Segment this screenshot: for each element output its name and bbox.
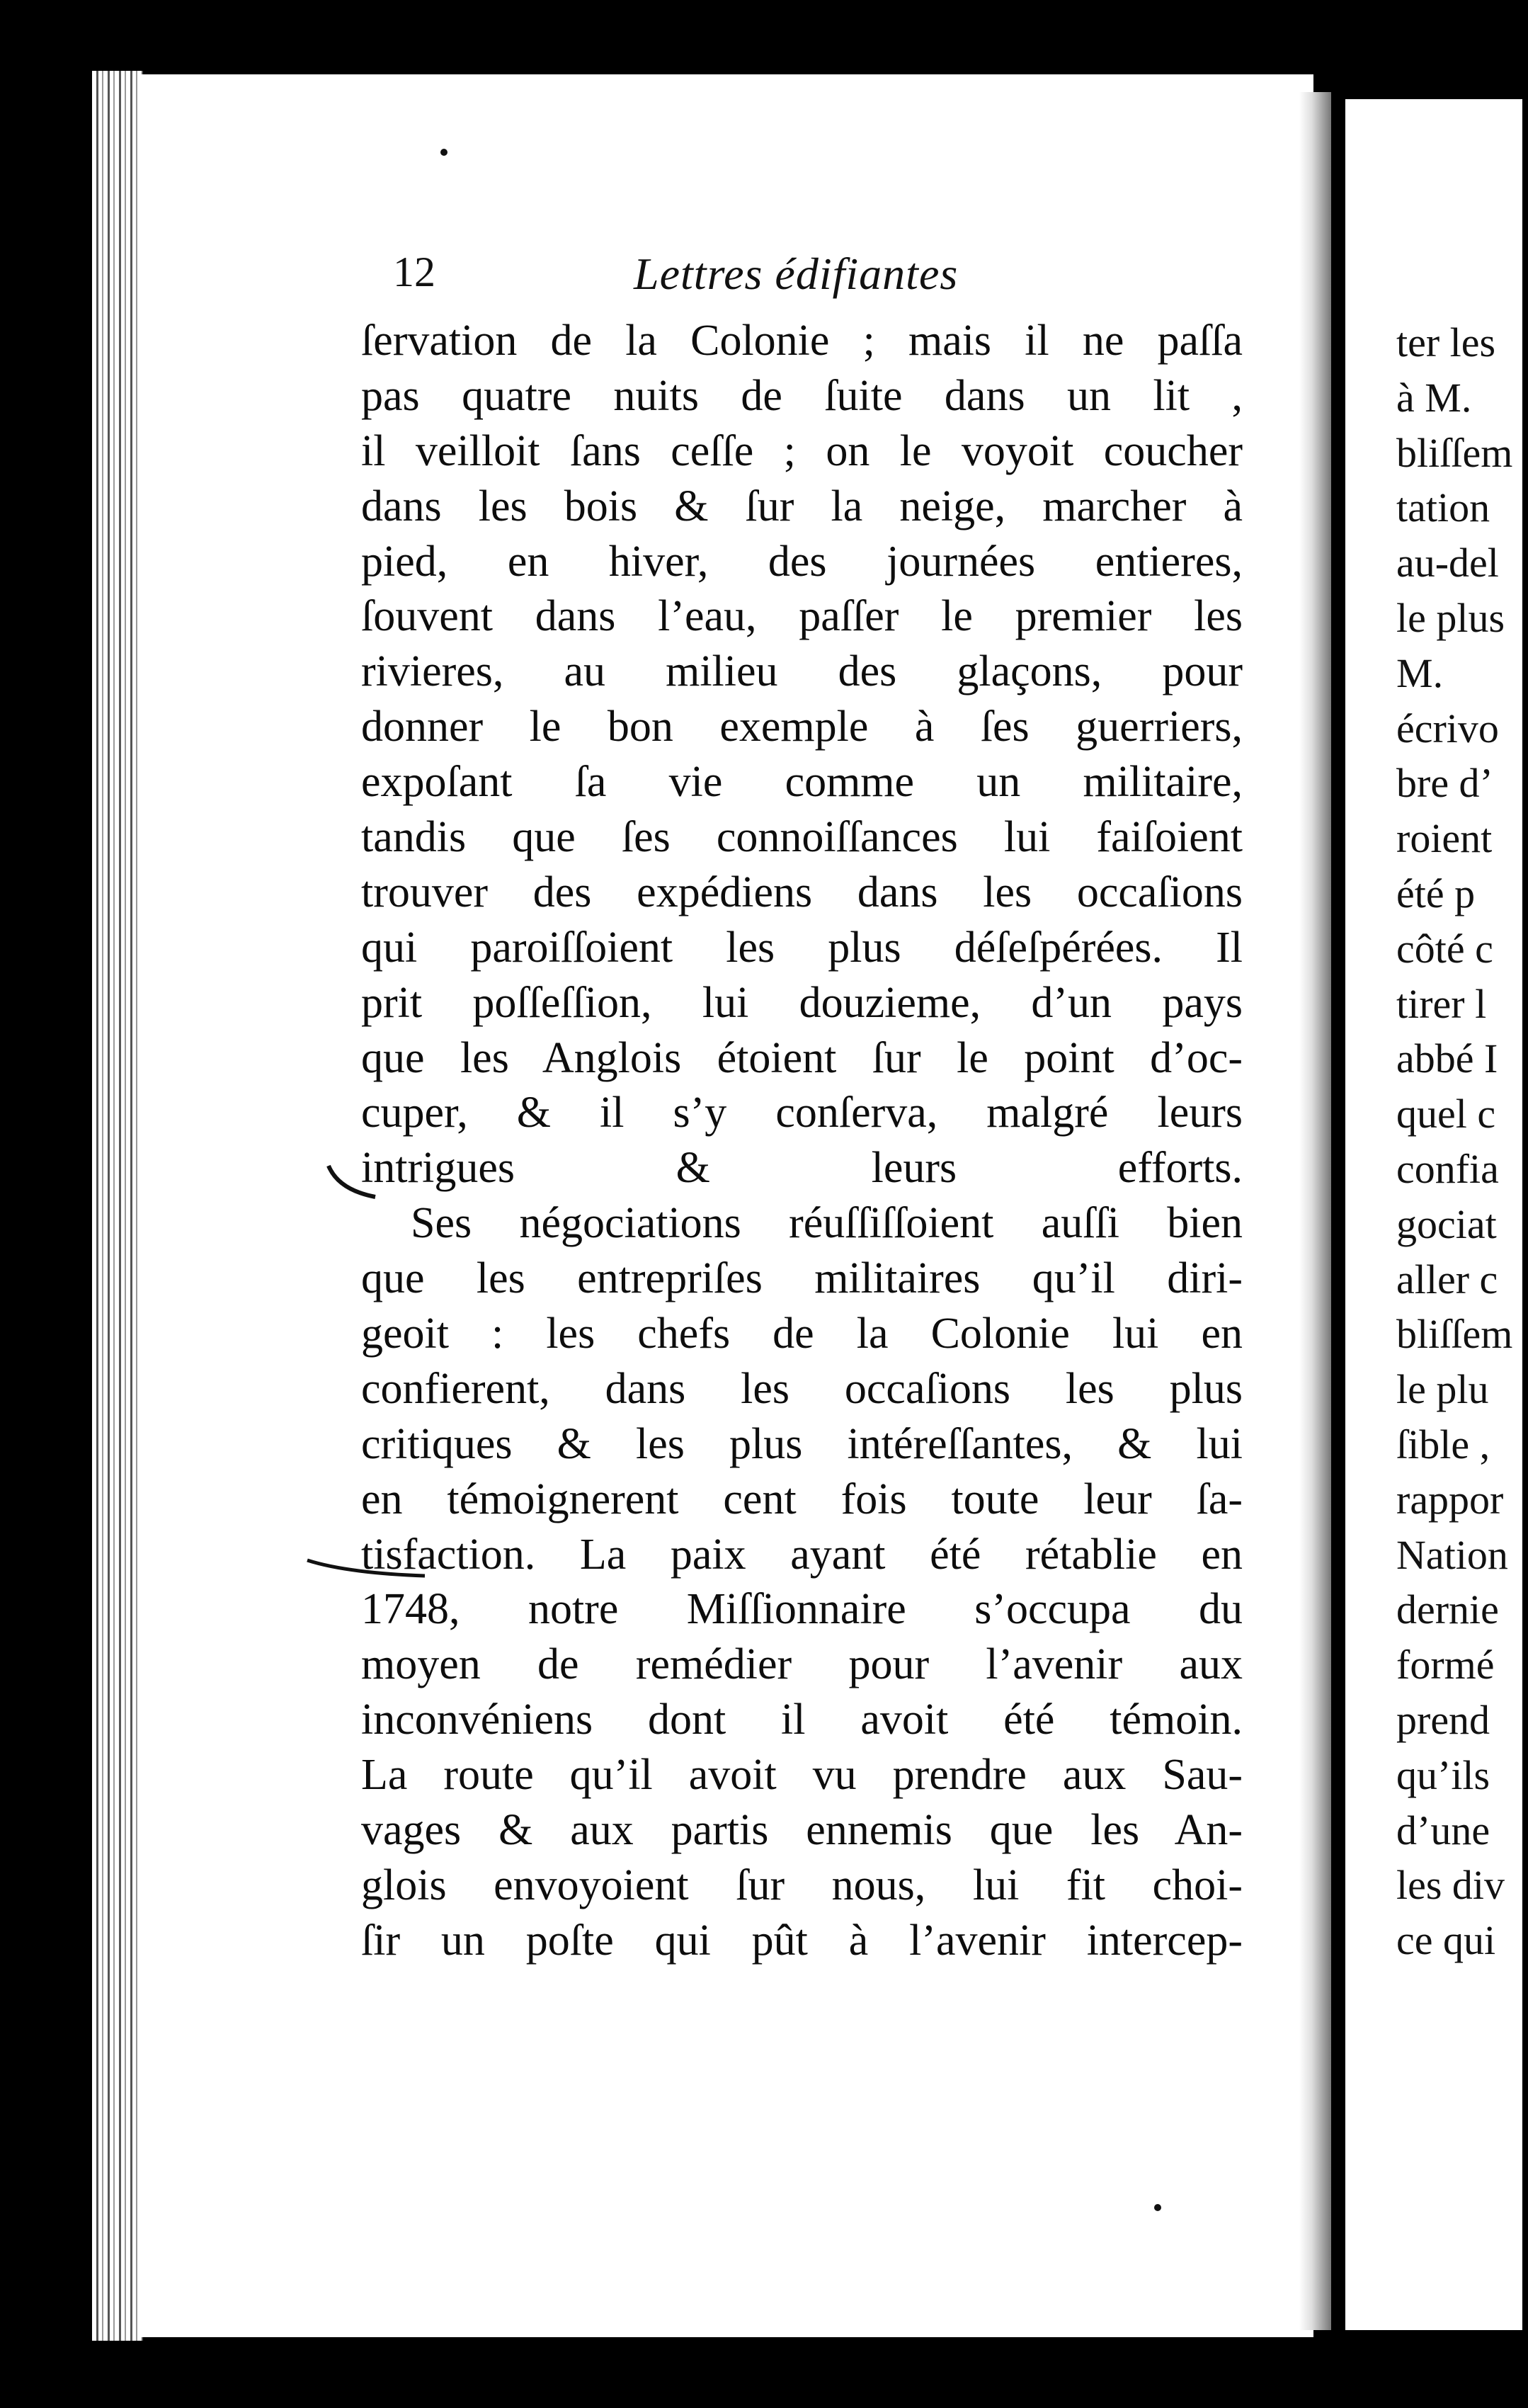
page-number: 12	[393, 249, 435, 295]
facing-text-line: ter les	[1396, 319, 1496, 365]
facing-text-line: Nation	[1396, 1531, 1508, 1578]
page-fold-shadow	[1299, 92, 1331, 2330]
facing-text-line: écrivo	[1396, 705, 1499, 751]
text-line: critiques & les plus intéreſſantes, & lui	[361, 1419, 1243, 1468]
margin-mark-lower	[304, 1555, 432, 1590]
ink-speck-bottom	[1154, 2204, 1161, 2211]
facing-text-line: ce qui	[1396, 1917, 1496, 1964]
text-line: que les Anglois étoient ſur le point d’oc-	[361, 1033, 1243, 1082]
text-line: La route qu’il avoit vu prendre aux Sau-	[361, 1751, 1243, 1800]
text-line: prit poſſeſſion, lui douzieme, d’un pays	[361, 978, 1243, 1027]
text-line: rivieres, au milieu des glaçons, pour	[361, 647, 1243, 696]
facing-text-line: rappor	[1396, 1476, 1504, 1523]
facing-text-line: d’une	[1396, 1807, 1490, 1853]
facing-text-line: prend	[1396, 1696, 1490, 1743]
text-line: trouver des expédiens dans les occaſions	[361, 868, 1243, 916]
text-line: confierent, dans les occaſions les plus	[361, 1364, 1243, 1413]
margin-mark-upper	[326, 1162, 382, 1204]
facing-text-line: quel c	[1396, 1091, 1496, 1137]
running-head	[393, 248, 1257, 305]
facing-text-line: qu’ils	[1396, 1751, 1490, 1798]
text-line: ſouvent dans l’eau, paſſer le premier les	[361, 592, 1243, 641]
ink-speck-top	[440, 149, 447, 156]
text-line: il veilloit ſans ceſſe ; on le voyoit coucher	[361, 426, 1243, 475]
text-line: ſervation de la Colonie ; mais il ne paſſa	[361, 317, 1243, 365]
text-line: donner le bon exemple à ſes guerriers,	[361, 703, 1243, 751]
facing-text-line: dernie	[1396, 1586, 1499, 1633]
text-line: moyen de remédier pour l’avenir aux	[361, 1640, 1243, 1689]
facing-text-line: le plus	[1396, 594, 1505, 641]
facing-text-line: bliſſem	[1396, 1311, 1513, 1358]
facing-text-line: tation	[1396, 484, 1490, 531]
facing-text-line: gociat	[1396, 1200, 1497, 1247]
facing-text-line: bre d’	[1396, 760, 1493, 807]
facing-text-line: à M.	[1396, 374, 1472, 421]
text-line: intrigues & leurs efforts.	[361, 1144, 1243, 1193]
facing-text-line: tirer l	[1396, 980, 1487, 1027]
text-line: pas quatre nuits de ſuite dans un lit ,	[361, 371, 1243, 420]
text-line: tandis que ſes connoiſſances lui faiſoient	[361, 813, 1243, 862]
text-line: ſir un poſte qui pût à l’avenir intercep-	[361, 1916, 1243, 1965]
facing-page-text	[1345, 315, 1512, 1968]
text-line: expoſant ſa vie comme un militaire,	[361, 758, 1243, 807]
text-line: qui paroiſſoient les plus déſeſpérées. Il	[361, 923, 1243, 972]
text-line: tisfaction. La paix ayant été rétablie en	[361, 1530, 1243, 1579]
text-line: inconvéniens dont il avoit été témoin.	[361, 1696, 1243, 1744]
text-line: cuper, & il s’y conſerva, malgré leurs	[361, 1089, 1243, 1137]
running-title: Lettres édifiantes	[634, 249, 959, 299]
text-line: 1748, notre Miſſionnaire s’occupa du	[361, 1585, 1243, 1634]
text-line: pied, en hiver, des journées entieres,	[361, 537, 1243, 586]
text-line: geoit : les chefs de la Colonie lui en	[361, 1310, 1243, 1358]
facing-text-line: formé	[1396, 1642, 1495, 1688]
text-line: vages & aux partis ennemis que les An-	[361, 1806, 1243, 1855]
facing-text-line: abbé I	[1396, 1035, 1498, 1082]
facing-text-line: aller c	[1396, 1256, 1498, 1302]
facing-page	[1345, 99, 1522, 2330]
text-line: Ses négociations réuſſiſſoient auſſi bien	[411, 1199, 1243, 1248]
body-text	[361, 314, 1243, 1969]
text-line: en témoignerent cent fois toute leur ſa-	[361, 1475, 1243, 1523]
facing-text-line: au-del	[1396, 540, 1499, 586]
facing-text-line: ſible ,	[1396, 1421, 1490, 1467]
facing-text-line: le plu	[1396, 1366, 1489, 1413]
text-line: dans les bois & ſur la neige, marcher à	[361, 482, 1243, 530]
text-line: que les entrepriſes militaires qu’il diri-	[361, 1254, 1243, 1303]
facing-text-line: côté c	[1396, 925, 1493, 972]
book-gutter	[92, 71, 143, 2341]
facing-text-line: M.	[1396, 649, 1444, 696]
facing-text-line: roient	[1396, 815, 1493, 862]
facing-text-line: bliſſem	[1396, 429, 1513, 476]
text-line: glois envoyoient ſur nous, lui fit choi-	[361, 1861, 1243, 1909]
facing-text-line: confia	[1396, 1145, 1499, 1192]
facing-text-line: les div	[1396, 1862, 1505, 1909]
facing-text-line: été p	[1396, 870, 1476, 916]
